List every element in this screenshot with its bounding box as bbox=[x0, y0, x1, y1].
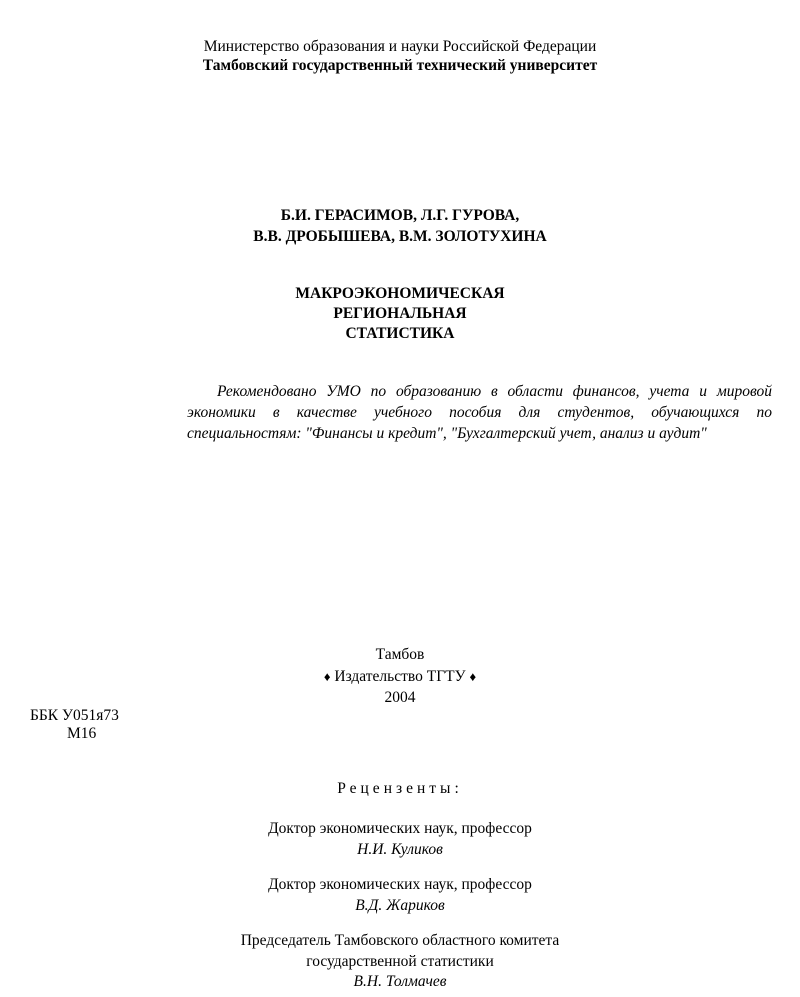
reviewer-name: В.Д. Жариков bbox=[355, 897, 445, 914]
reviewer-name: Н.И. Куликов bbox=[357, 841, 443, 858]
reviewer-role: Председатель Тамбовского областного комитета bbox=[240, 932, 560, 949]
reviewer-role: Доктор экономических наук, профессор bbox=[268, 820, 532, 837]
university-name: Тамбовский государственный технический университет bbox=[202, 57, 598, 74]
publisher-line bbox=[0, 668, 800, 686]
bbk-code: ББК У051я73 bbox=[30, 707, 119, 724]
authors-line-1: Б.И. ГЕРАСИМОВ, Л.Г. ГУРОВА, bbox=[280, 207, 520, 224]
reviewer-role: Доктор экономических наук, профессор bbox=[268, 876, 532, 893]
diamond-icon: ♦ bbox=[469, 669, 477, 684]
book-title-line-2: РЕГИОНАЛЬНАЯ bbox=[333, 305, 467, 322]
publication-city: Тамбов bbox=[375, 646, 425, 663]
publisher-name: Издательство ТГТУ bbox=[334, 668, 466, 685]
book-title-line-1: МАКРОЭКОНОМИЧЕСКАЯ bbox=[295, 285, 505, 302]
reviewer-role: государственной статистики bbox=[306, 953, 494, 970]
diamond-icon: ♦ bbox=[323, 669, 331, 684]
reviewer-name: В.Н. Толмачев bbox=[353, 973, 447, 990]
book-title-line-3: СТАТИСТИКА bbox=[345, 325, 455, 342]
recommendation-note: Рекомендовано УМО по образованию в области финансов, учета и мировой экономики в качестве учебного пособия для студентов, обучающихся по специальностям: "Финансы и кредит", "Бухгалтерский учет, анализ и аудит" bbox=[187, 383, 772, 442]
authors-line-2: В.В. ДРОБЫШЕВА, В.М. ЗОЛОТУХИНА bbox=[253, 228, 547, 245]
author-mark: М16 bbox=[67, 725, 97, 742]
publication-year: 2004 bbox=[384, 689, 416, 706]
ministry-name: Министерство образования и науки Российской Федерации bbox=[203, 38, 597, 55]
reviewers-heading: Рецензенты: bbox=[337, 780, 463, 797]
